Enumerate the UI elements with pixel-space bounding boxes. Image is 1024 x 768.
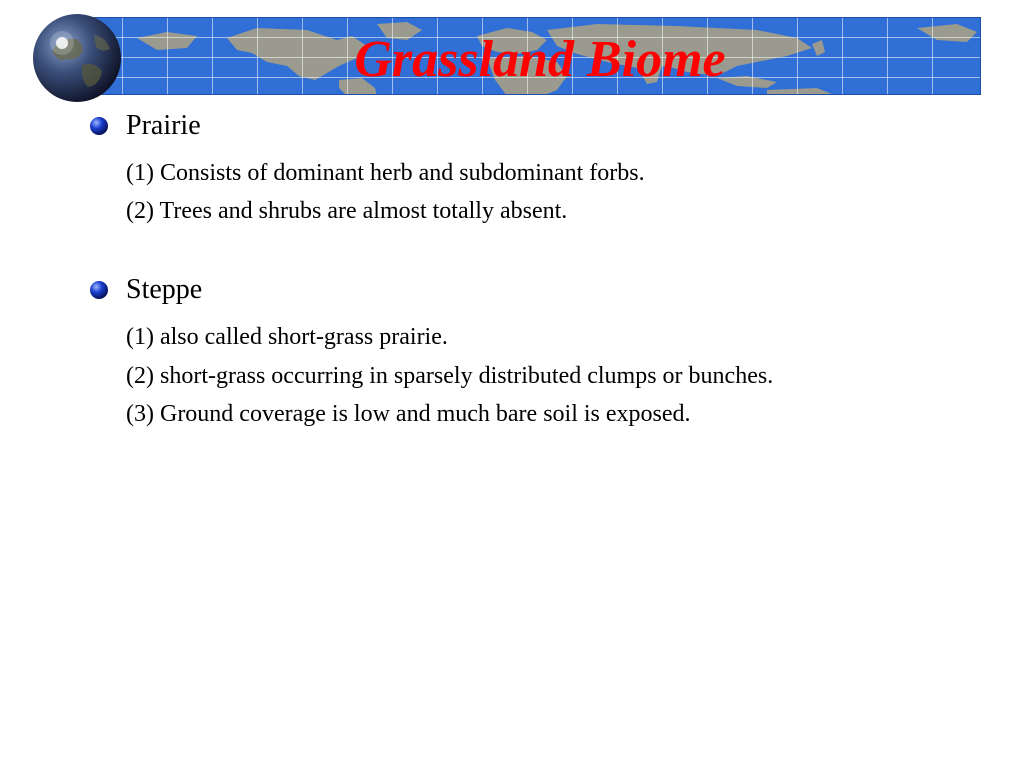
slide-title: Grassland Biome (354, 31, 726, 88)
section-heading: Steppe (126, 274, 203, 305)
title-area (0, 0, 1024, 110)
list-item: (3) Ground coverage is low and much bare soil is exposed. (126, 401, 691, 427)
list-item: (1) Consists of dominant herb and subdominant forbs. (126, 160, 645, 186)
list-item: (1) also called short-grass prairie. (126, 324, 448, 350)
list-item: (2) short-grass occurring in sparsely distributed clumps or bunches. (126, 363, 774, 389)
section-heading: Prairie (126, 110, 201, 141)
list-item: (2) Trees and shrubs are almost totally absent. (126, 198, 568, 224)
bullet-icon (89, 116, 109, 136)
bullet-icon (89, 280, 109, 300)
